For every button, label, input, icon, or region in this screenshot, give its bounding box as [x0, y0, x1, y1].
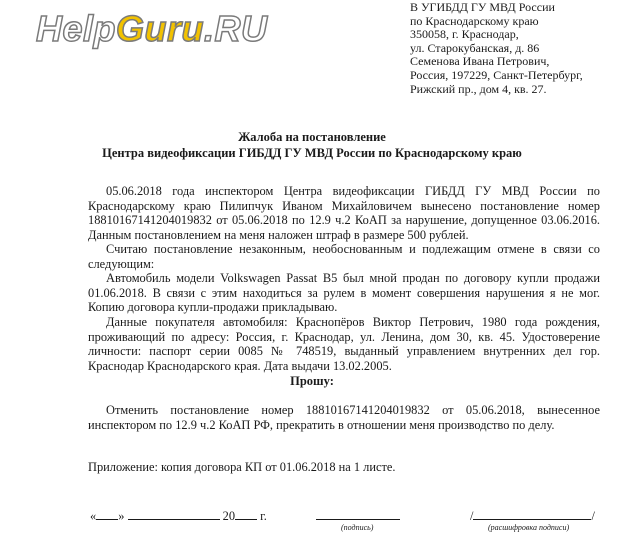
date-fill-line: « » 20 г. — [90, 509, 267, 523]
day-blank — [96, 508, 118, 520]
complaint-paragraph-1: 05.06.2018 года инспектором Центра видеофиксации ГИБДД ГУ МВД России по Краснодарскому краю Пилипчук Иваном Михайловичем вынесено постановление номер 18810167141204019832 от 05.06.2018 по 12.9 ч.2 КоАП за нарушение, допущенное 03.06.2016. Данным постановлением на меня наложен штраф в размере 500 рублей. — [88, 184, 600, 243]
recipient-address-block: В УГИБДД ГУ МВД России по Краснодарскому краю 350058, г. Краснодар, ул. Старокубанская, д. 86 Семенова Ивана Петрович, Россия, 197229, Санкт-Петербург, Рижский пр., дом 4, кв. 27. — [410, 0, 583, 96]
signature-decode-hint: (расшифровка подписи) — [488, 523, 570, 532]
complaint-paragraph-3: Автомобиль модели Volkswagen Passat B5 был мной продан по договору купли продажи 01.06.2018. В связи с этим находиться за рулем в момент совершения нарушения я не мог. Копию договора купли-продажи прикладываю. — [88, 271, 600, 315]
signature-line — [316, 508, 400, 524]
attachment-line: Приложение: копия договора КП от 01.06.2018 на 1 листе. — [88, 460, 396, 474]
request-heading: Прошу: — [290, 374, 334, 388]
signature-decode-line: / / — [470, 509, 595, 523]
signature-blank — [316, 508, 400, 520]
signature-hint: (подпись) — [341, 523, 374, 532]
month-blank — [128, 508, 220, 520]
document-title: Жалоба на постановление — [238, 130, 386, 144]
document-subtitle: Центра видеофиксации ГИБДД ГУ МВД России по Краснодарскому краю — [102, 146, 522, 160]
request-text: Отменить постановление номер 18810167141204019832 от 05.06.2018, вынесенное инспектором по 12.9 ч.2 КоАП РФ, прекратить в отношении меня производство по делу. — [88, 403, 600, 432]
decode-blank — [473, 508, 591, 520]
complaint-paragraph-2: Считаю постановление незаконным, необоснованным и подлежащим отмене в связи со следующим: — [88, 242, 600, 271]
buyer-details-paragraph: Данные покупателя автомобиля: Краснопёров Виктор Петрович, 1980 года рождения, проживающий по адресу: Россия, г. Краснодар, ул. Ленина, дом 30, кв. 45. Удостоверение личности: паспорт серии 0085 № 748519, выданный управлением внутренних дел гор. Краснодар Краснодарского края. Дата выдачи 13.02.2005. — [88, 315, 600, 374]
helpguru-logo: HelpGuru.RU — [36, 8, 268, 49]
year-blank — [235, 508, 257, 520]
